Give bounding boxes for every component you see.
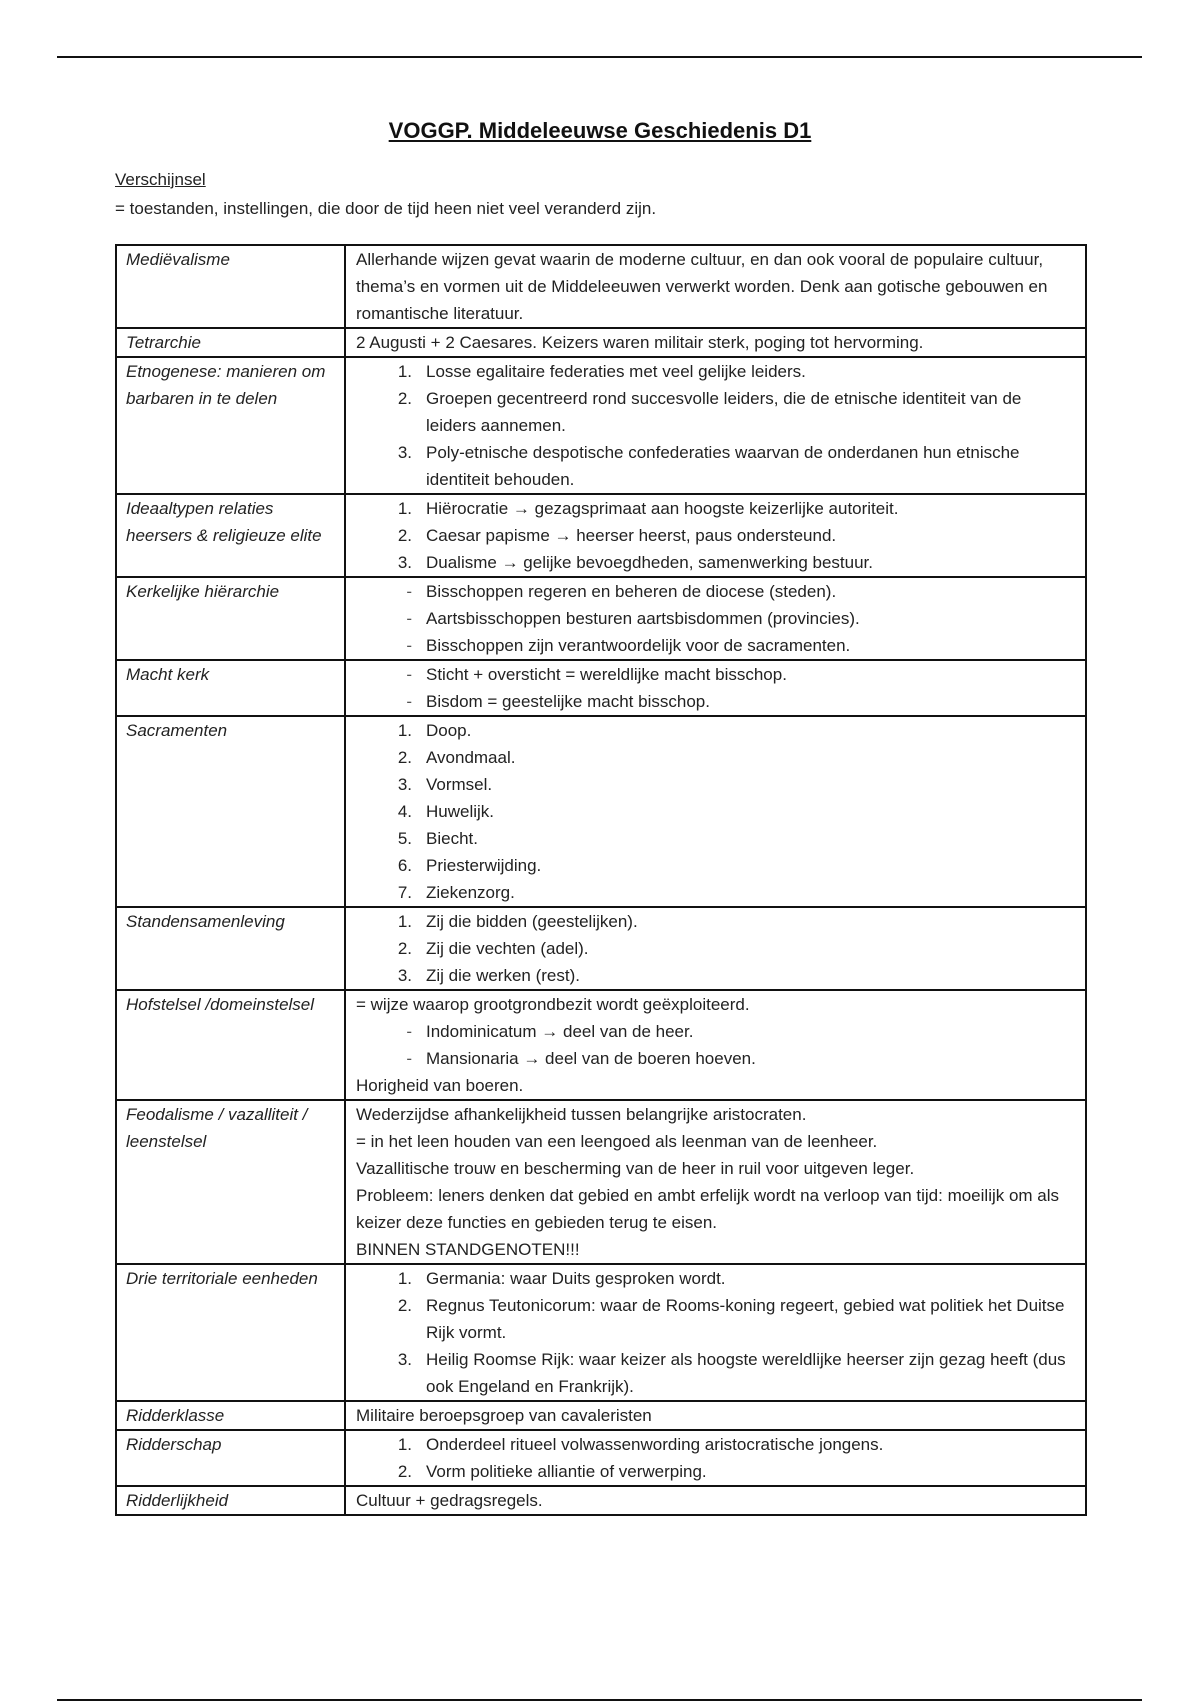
list-item-text: Caesar papisme → heerser heerst, paus ondersteund. — [426, 526, 837, 545]
list-marker: 3. — [397, 1350, 412, 1369]
term-cell: Standensamenleving — [116, 907, 345, 990]
list-marker: 1. — [397, 721, 412, 740]
list-item-text: Losse egalitaire federaties met veel gelijke leiders. — [426, 362, 806, 381]
term-cell: Ridderklasse — [116, 1401, 345, 1430]
table-row — [116, 1264, 1086, 1401]
list-item — [356, 825, 1076, 852]
definition-line: Horigheid van boeren. — [356, 1076, 524, 1095]
list-marker: - — [406, 1022, 412, 1041]
list-item-text: Hiërocratie → gezagsprimaat aan hoogste keizerlijke autoriteit. — [426, 499, 899, 518]
list-item — [356, 1292, 1076, 1346]
list-marker: - — [406, 692, 412, 711]
term-cell: Sacramenten — [116, 716, 345, 907]
definition-line: Cultuur + gedragsregels. — [356, 1491, 543, 1510]
table-row — [116, 357, 1086, 494]
term-cell: Tetrarchie — [116, 328, 345, 357]
term-cell: Kerkelijke hiërarchie — [116, 577, 345, 660]
list-item-text: Doop. — [426, 721, 472, 740]
list-item-text: Sticht + oversticht = wereldlijke macht bisschop. — [426, 665, 787, 684]
list-item-text: Priesterwijding. — [426, 856, 542, 875]
list-marker: 2. — [397, 1296, 412, 1315]
list-item-text: Bisdom = geestelijke macht bisschop. — [426, 692, 710, 711]
definition-line: = wijze waarop grootgrondbezit wordt geëxploiteerd. — [356, 995, 750, 1014]
table-row — [116, 1486, 1086, 1515]
list-marker: 3. — [397, 553, 412, 572]
numbered-list — [356, 1431, 1076, 1485]
definition-cell — [345, 990, 1086, 1100]
term-cell: Etnogenese: manieren om barbaren in te delen — [116, 357, 345, 494]
list-item — [356, 1431, 1076, 1458]
list-item — [356, 771, 1076, 798]
list-item — [356, 717, 1076, 744]
list-marker: - — [406, 609, 412, 628]
term-cell: Ridderlijkheid — [116, 1486, 345, 1515]
definition-cell — [345, 328, 1086, 357]
intro-text: = toestanden, instellingen, die door de tijd heen niet veel veranderd zijn. — [115, 199, 657, 218]
definition-line: BINNEN STANDGENOTEN!!! — [356, 1240, 580, 1259]
list-item — [356, 879, 1076, 906]
definition-cell — [345, 245, 1086, 328]
list-item-text: Poly-etnische despotische confederaties waarvan de onderdanen hun etnische identiteit behouden. — [426, 443, 1020, 489]
list-marker: 3. — [397, 966, 412, 985]
list-item — [356, 1265, 1076, 1292]
list-item — [356, 385, 1076, 439]
definition-line: Probleem: leners denken dat gebied en ambt erfelijk wordt na verloop van tijd: moeilijk om als keizer deze functies en gebieden terug te eisen. — [356, 1186, 1060, 1232]
list-item — [356, 1458, 1076, 1485]
term-cell: Mediëvalisme — [116, 245, 345, 328]
list-item — [356, 439, 1076, 493]
table-row — [116, 1401, 1086, 1430]
bullet-list — [356, 1018, 1076, 1072]
list-item — [356, 1045, 1076, 1072]
list-item — [356, 688, 1076, 715]
list-item-text: Vorm politieke alliantie of verwerping. — [426, 1462, 707, 1481]
definition-cell — [345, 577, 1086, 660]
term-cell: Macht kerk — [116, 660, 345, 716]
list-item-text: Aartsbisschoppen besturen aartsbisdommen (provincies). — [426, 609, 860, 628]
bullet-list — [356, 578, 1076, 659]
definition-cell — [345, 494, 1086, 577]
list-marker: 2. — [397, 1462, 412, 1481]
numbered-list — [356, 495, 1076, 576]
list-item-text: Bisschoppen regeren en beheren de diocese (steden). — [426, 582, 837, 601]
list-item-text: Zij die bidden (geestelijken). — [426, 912, 638, 931]
list-item — [356, 1018, 1076, 1045]
list-item-text: Dualisme → gelijke bevoegdheden, samenwerking bestuur. — [426, 553, 873, 572]
list-marker: 3. — [397, 775, 412, 794]
table-row — [116, 990, 1086, 1100]
definition-cell — [345, 1430, 1086, 1486]
section-heading: Verschijnsel — [115, 170, 206, 189]
list-marker: 1. — [397, 362, 412, 381]
list-item — [356, 661, 1076, 688]
list-item-text: Huwelijk. — [426, 802, 495, 821]
table-row — [116, 907, 1086, 990]
definition-line: Wederzijdse afhankelijkheid tussen belangrijke aristocraten. — [356, 1105, 807, 1124]
list-item — [356, 962, 1076, 989]
bullet-list — [356, 661, 1076, 715]
list-item-text: Onderdeel ritueel volwassenwording aristocratische jongens. — [426, 1435, 884, 1454]
list-item-text: Bisschoppen zijn verantwoordelijk voor de sacramenten. — [426, 636, 851, 655]
list-marker: 2. — [397, 748, 412, 767]
numbered-list — [356, 358, 1076, 493]
definition-cell — [345, 1100, 1086, 1264]
list-item-text: Avondmaal. — [426, 748, 516, 767]
list-marker: - — [406, 582, 412, 601]
definition-cell — [345, 357, 1086, 494]
list-item-text: Germania: waar Duits gesproken wordt. — [426, 1269, 726, 1288]
list-marker: 1. — [397, 499, 412, 518]
term-cell: Drie territoriale eenheden — [116, 1264, 345, 1401]
list-item — [356, 495, 1076, 522]
list-item-text: Zij die vechten (adel). — [426, 939, 589, 958]
document-title: VOGGP. Middeleeuwse Geschiedenis D1 — [388, 118, 812, 143]
list-marker: 7. — [397, 883, 412, 902]
term-cell: Ridderschap — [116, 1430, 345, 1486]
list-marker: - — [406, 636, 412, 655]
list-marker: 2. — [397, 939, 412, 958]
definition-line: = in het leen houden van een leengoed als leenman van de leenheer. — [356, 1132, 878, 1151]
list-item — [356, 798, 1076, 825]
list-item-text: Ziekenzorg. — [426, 883, 515, 902]
table-row — [116, 328, 1086, 357]
list-marker: - — [406, 665, 412, 684]
table-row — [116, 494, 1086, 577]
list-item — [356, 605, 1076, 632]
definition-cell — [345, 907, 1086, 990]
list-item-text: Zij die werken (rest). — [426, 966, 580, 985]
table-row — [116, 577, 1086, 660]
list-item — [356, 908, 1076, 935]
list-item-text: Groepen gecentreerd rond succesvolle leiders, die de etnische identiteit van de leiders aannemen. — [426, 389, 1022, 435]
list-marker: 2. — [397, 526, 412, 545]
list-item-text: Vormsel. — [426, 775, 493, 794]
numbered-list — [356, 1265, 1076, 1400]
list-item — [356, 522, 1076, 549]
list-item — [356, 358, 1076, 385]
list-item-text: Indominicatum → deel van de heer. — [426, 1022, 694, 1041]
list-marker: 1. — [397, 912, 412, 931]
list-item — [356, 632, 1076, 659]
list-item — [356, 852, 1076, 879]
definition-line: 2 Augusti + 2 Caesares. Keizers waren militair sterk, poging tot hervorming. — [356, 333, 924, 352]
list-marker: - — [406, 1049, 412, 1068]
list-marker: 1. — [397, 1269, 412, 1288]
table-row — [116, 245, 1086, 328]
definition-cell — [345, 1486, 1086, 1515]
list-item-text: Biecht. — [426, 829, 478, 848]
list-item — [356, 935, 1076, 962]
definition-cell — [345, 716, 1086, 907]
list-marker: 6. — [397, 856, 412, 875]
list-item-text: Mansionaria → deel van de boeren hoeven. — [426, 1049, 756, 1068]
definition-line: Militaire beroepsgroep van cavaleristen — [356, 1406, 652, 1425]
list-item — [356, 744, 1076, 771]
list-item — [356, 578, 1076, 605]
list-item-text: Heilig Roomse Rijk: waar keizer als hoogste wereldlijke heerser zijn gezag heeft (dus ook Engeland en Frankrijk). — [426, 1350, 1066, 1396]
table-row — [116, 716, 1086, 907]
list-marker: 5. — [397, 829, 412, 848]
list-marker: 4. — [397, 802, 412, 821]
definition-line: Allerhande wijzen gevat waarin de moderne cultuur, en dan ook vooral de populaire cultuur, thema’s en vormen uit de Middeleeuwen verwerkt worden. Denk aan gotische gebouwen en romantische literatuur. — [356, 250, 1048, 323]
numbered-list — [356, 717, 1076, 906]
definition-line: Vazallitische trouw en bescherming van de heer in ruil voor uitgeven leger. — [356, 1159, 915, 1178]
term-cell: Feodalisme / vazalliteit / leenstelsel — [116, 1100, 345, 1264]
terms-table — [115, 244, 1087, 1516]
table-row — [116, 1430, 1086, 1486]
top-rule — [57, 56, 1142, 58]
list-item-text: Regnus Teutonicorum: waar de Rooms-koning regeert, gebied wat politiek het Duitse Rijk vormt. — [426, 1296, 1065, 1342]
term-cell: Ideaaltypen relaties heersers & religieuze elite — [116, 494, 345, 577]
definition-cell — [345, 660, 1086, 716]
table-row — [116, 1100, 1086, 1264]
list-marker: 2. — [397, 389, 412, 408]
term-cell: Hofstelsel /domeinstelsel — [116, 990, 345, 1100]
list-item — [356, 549, 1076, 576]
table-row — [116, 660, 1086, 716]
list-item — [356, 1346, 1076, 1400]
definition-cell — [345, 1401, 1086, 1430]
list-marker: 1. — [397, 1435, 412, 1454]
list-marker: 3. — [397, 443, 412, 462]
definition-cell — [345, 1264, 1086, 1401]
numbered-list — [356, 908, 1076, 989]
